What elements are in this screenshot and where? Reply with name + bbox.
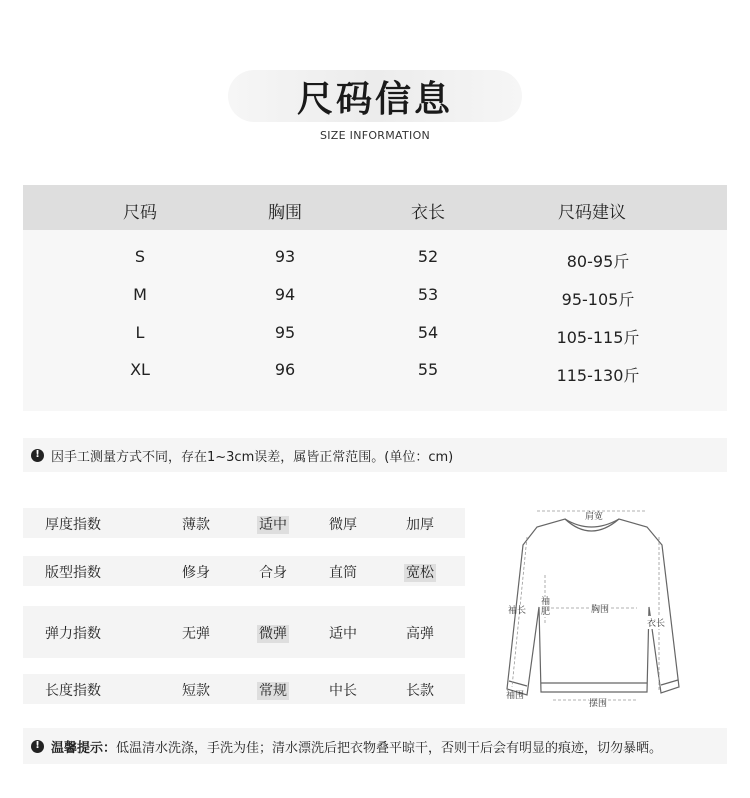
- page-title: 尺码信息: [296, 78, 453, 120]
- diagram-label-sleeve-width: 袖肥: [541, 597, 551, 617]
- attribute-row-thickness: [23, 508, 465, 538]
- recommendation-cell: 80-95斤: [566, 252, 630, 271]
- length-cell: 52: [417, 247, 439, 266]
- column-header-chest: 胸围: [268, 203, 302, 223]
- measurement-notice: [23, 438, 727, 472]
- attribute-label: 弹力指数: [45, 626, 101, 642]
- attribute-option: 修身: [182, 565, 210, 581]
- attribute-label: 厚度指数: [45, 517, 101, 533]
- warning-icon: !: [31, 740, 44, 753]
- attribute-option: 长款: [406, 683, 434, 699]
- attribute-label: 长度指数: [45, 683, 101, 699]
- attribute-row-fit: [23, 556, 465, 586]
- attribute-option: 适中: [329, 626, 357, 642]
- size-cell: L: [135, 323, 145, 342]
- chest-cell: 96: [274, 360, 296, 379]
- page-subtitle: SIZE INFORMATION: [319, 129, 431, 142]
- care-tip-label: 温馨提示：: [51, 740, 117, 756]
- notice-text: 因手工测量方式不同，存在1~3cm误差，属皆正常范围。(单位：cm): [51, 449, 454, 465]
- attribute-option-selected: 常规: [259, 683, 287, 699]
- attribute-row-elasticity: [23, 606, 465, 658]
- recommendation-cell: 115-130斤: [556, 366, 640, 385]
- recommendation-cell: 95-105斤: [561, 290, 635, 309]
- length-cell: 54: [417, 323, 439, 342]
- care-tip: [23, 728, 727, 764]
- diagram-label-shoulder: 肩宽: [585, 512, 604, 522]
- attribute-option: 中长: [329, 683, 357, 699]
- title-banner: [228, 70, 522, 122]
- size-cell: S: [134, 247, 146, 266]
- column-header-size: 尺码: [123, 203, 157, 223]
- attribute-option-selected: 适中: [259, 517, 287, 533]
- chest-cell: 93: [274, 247, 296, 266]
- care-tip-text: 低温清水洗涤，手洗为佳；清水漂洗后把衣物叠平晾干，否则干后会有明显的痕迹，切勿暴晒。: [116, 740, 663, 756]
- size-table-header: [23, 185, 727, 230]
- attribute-option: 短款: [182, 683, 210, 699]
- attribute-option: 合身: [259, 565, 287, 581]
- recommendation-cell: 105-115斤: [556, 328, 640, 347]
- diagram-label-chest: 胸围: [591, 602, 609, 615]
- diagram-label-hem: 摆围: [589, 696, 607, 709]
- chest-cell: 95: [274, 323, 296, 342]
- length-cell: 53: [417, 285, 439, 304]
- attribute-label: 版型指数: [45, 565, 101, 581]
- size-table: [23, 185, 727, 411]
- diagram-label-sleeve-length: 袖长: [508, 606, 527, 616]
- attribute-option: 微厚: [329, 517, 357, 533]
- column-header-length: 衣长: [411, 203, 445, 223]
- attribute-option: 无弹: [182, 626, 210, 642]
- size-cell: M: [133, 285, 147, 304]
- attribute-option: 高弹: [406, 626, 434, 642]
- attribute-row-length: [23, 674, 465, 704]
- garment-measurement-diagram: [497, 497, 685, 707]
- chest-cell: 94: [274, 285, 296, 304]
- length-cell: 55: [417, 360, 439, 379]
- size-cell: XL: [130, 360, 150, 379]
- attribute-option: 薄款: [182, 517, 210, 533]
- attribute-option-selected: 宽松: [406, 565, 434, 581]
- attribute-option: 加厚: [406, 517, 434, 533]
- diagram-label-cuff: 袖围: [506, 691, 525, 701]
- attribute-option: 直筒: [329, 565, 357, 581]
- diagram-label-length: 衣长: [647, 616, 665, 629]
- attribute-option-selected: 微弹: [259, 626, 287, 642]
- column-header-recommendation: 尺码建议: [558, 203, 626, 223]
- warning-icon: !: [31, 449, 44, 462]
